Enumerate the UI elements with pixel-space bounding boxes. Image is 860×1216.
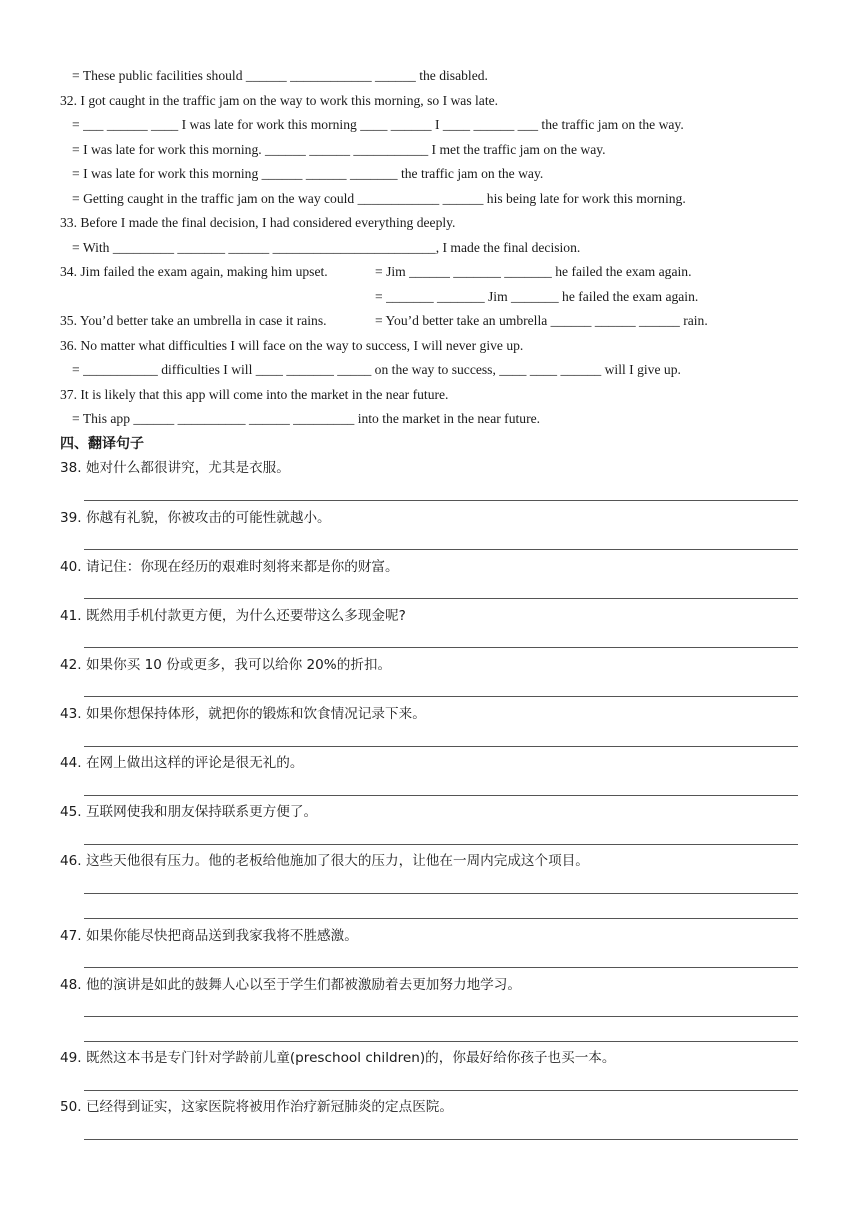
- rewrite-line: = I was late for work this morning ______ ______ _______ the traffic jam on the way.: [72, 166, 544, 181]
- answer-line[interactable]: [84, 795, 798, 796]
- translation-item: 40. 请记住：你现在经历的艰难时刻将来都是你的财富。: [60, 559, 399, 575]
- rewrite-line: = Getting caught in the traffic jam on the way could ____________ ______ his being late for work this morning.: [72, 191, 686, 206]
- rewrite-line: = With _________ _______ ______ ________________________, I made the final decision.: [72, 240, 581, 255]
- answer-line[interactable]: [84, 746, 798, 747]
- translation-item: 42. 如果你买 10 份或更多，我可以给你 20%的折扣。: [60, 657, 392, 673]
- translation-item: 46. 这些天他很有压力。他的老板给他施加了很大的压力，让他在一周内完成这个项目。: [60, 853, 589, 869]
- rewrite-line: = Jim ______ _______ _______ he failed the exam again.: [375, 264, 692, 279]
- answer-line[interactable]: [84, 967, 798, 968]
- section-title: 四、翻译句子: [60, 436, 144, 452]
- rewrite-question: 34. Jim failed the exam again, making him upset.: [60, 264, 328, 279]
- answer-line[interactable]: [84, 893, 798, 894]
- answer-line[interactable]: [84, 696, 798, 697]
- rewrite-line: = This app ______ __________ ______ _________ into the market in the near future.: [72, 411, 541, 426]
- answer-line[interactable]: [84, 500, 798, 501]
- rewrite-line: = _______ _______ Jim _______ he failed the exam again.: [375, 289, 699, 304]
- rewrite-line: = You’d better take an umbrella ______ ______ ______ rain.: [375, 313, 708, 328]
- translation-item: 38. 她对什么都很讲究，尤其是衣服。: [60, 460, 290, 476]
- answer-line[interactable]: [84, 918, 798, 919]
- answer-line[interactable]: [84, 647, 798, 648]
- translation-item: 50. 已经得到证实，这家医院将被用作治疗新冠肺炎的定点医院。: [60, 1099, 453, 1115]
- answer-line[interactable]: [84, 598, 798, 599]
- rewrite-line: = ___ ______ ____ I was late for work this morning ____ ______ I ____ ______ ___ the traffic jam on the way.: [72, 117, 684, 132]
- answer-line[interactable]: [84, 1016, 798, 1017]
- translation-item: 41. 既然用手机付款更方便，为什么还要带这么多现金呢?: [60, 608, 406, 624]
- rewrite-line: = These public facilities should ______ ____________ ______ the disabled.: [72, 68, 488, 83]
- rewrite-question: 32. I got caught in the traffic jam on the way to work this morning, so I was late.: [60, 93, 499, 108]
- translation-item: 44. 在网上做出这样的评论是很无礼的。: [60, 755, 304, 771]
- answer-line[interactable]: [84, 1139, 798, 1140]
- rewrite-question: 33. Before I made the final decision, I had considered everything deeply.: [60, 215, 456, 230]
- rewrite-line: = I was late for work this morning. ______ ______ ___________ I met the traffic jam on the way.: [72, 142, 606, 157]
- translation-item: 45. 互联网使我和朋友保持联系更方便了。: [60, 804, 318, 820]
- translation-item: 39. 你越有礼貌，你被攻击的可能性就越小。: [60, 510, 331, 526]
- answer-line[interactable]: [84, 1041, 798, 1042]
- answer-line[interactable]: [84, 1090, 798, 1091]
- rewrite-question: 36. No matter what difficulties I will face on the way to success, I will never give up.: [60, 338, 524, 353]
- translation-item: 43. 如果你想保持体形，就把你的锻炼和饮食情况记录下来。: [60, 706, 426, 722]
- answer-line[interactable]: [84, 844, 798, 845]
- rewrite-question: 35. You’d better take an umbrella in case it rains.: [60, 313, 327, 328]
- rewrite-line: = ___________ difficulties I will ____ _______ _____ on the way to success, ____ ____ ______ will I give up.: [72, 362, 681, 377]
- translation-item: 47. 如果你能尽快把商品送到我家我将不胜感激。: [60, 928, 358, 944]
- answer-line[interactable]: [84, 549, 798, 550]
- translation-item: 49. 既然这本书是专门针对学龄前儿童(preschool children)的，你最好给你孩子也买一本。: [60, 1050, 616, 1066]
- translation-item: 48. 他的演讲是如此的鼓舞人心以至于学生们都被激励着去更加努力地学习。: [60, 977, 521, 993]
- rewrite-question: 37. It is likely that this app will come into the market in the near future.: [60, 387, 449, 402]
